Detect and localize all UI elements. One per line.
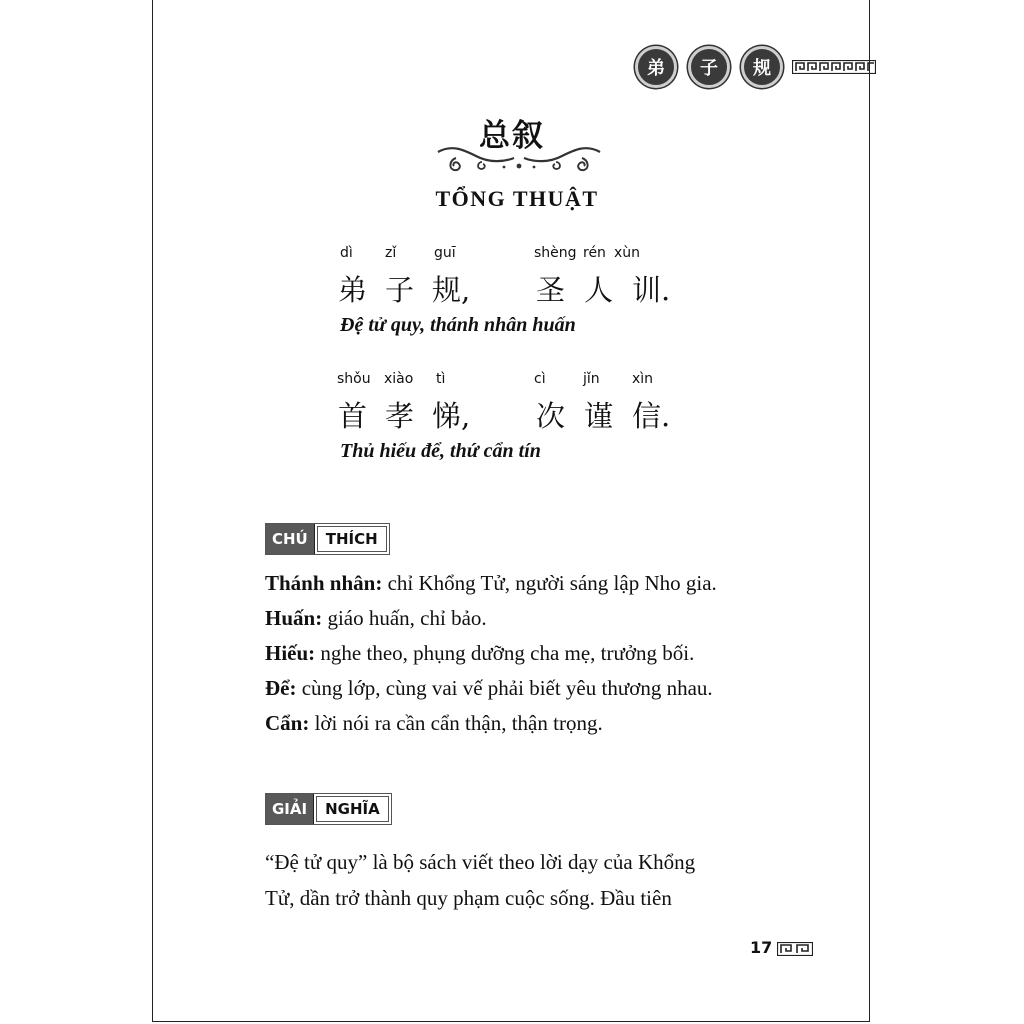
hanzi: 弟: [338, 273, 368, 307]
hanzi: 悌,: [432, 399, 471, 433]
hanzi: 圣: [536, 273, 566, 307]
medallion-3: 规: [741, 46, 783, 88]
hanzi: 人: [584, 273, 614, 307]
chapter-title-vietnamese: TỔNG THUẬT: [435, 186, 599, 211]
pinyin: rén: [583, 245, 606, 261]
hanzi: 信.: [632, 399, 671, 433]
hanzi: 次: [536, 399, 566, 433]
hanzi: 子: [385, 273, 415, 307]
pinyin: zǐ: [385, 245, 397, 261]
meaning-section-tag: [265, 793, 392, 825]
hanzi: 谨: [584, 399, 614, 433]
medallion-1: 弟: [635, 46, 677, 88]
note-item: [265, 711, 603, 736]
pinyin: shǒu: [337, 371, 371, 387]
note-term: Hiếu:: [265, 641, 316, 665]
note-term: Huấn:: [265, 606, 323, 630]
note-item: [265, 571, 717, 596]
scroll-cloud-ornament-icon: [434, 140, 604, 174]
note-term: Thánh nhân:: [265, 571, 383, 595]
verse-transliteration: Thủ hiếu để, thứ cẩn tín: [340, 440, 541, 462]
header-medallions: [635, 46, 876, 88]
paragraph-line: “Đệ tử quy” là bộ sách viết theo lời dạy của Khổng: [265, 850, 696, 874]
note-term: Để:: [265, 676, 297, 700]
paragraph-line: Tử, dần trở thành quy phạm cuộc sống. Đầu tiên: [265, 886, 672, 910]
note-text: giáo huấn, chỉ bảo.: [322, 606, 487, 630]
verse-transliteration: Đệ tử quy, thánh nhân huấn: [340, 314, 576, 336]
pinyin: tì: [436, 371, 446, 387]
pinyin: cì: [534, 371, 546, 387]
hanzi: 孝: [385, 399, 415, 433]
note-text: chỉ Khổng Tử, người sáng lập Nho gia.: [382, 571, 717, 595]
key-pattern-mini-icon: [777, 942, 813, 956]
tag-dark-label: CHÚ: [266, 524, 315, 554]
note-text: nghe theo, phụng dưỡng cha mẹ, trưởng bối.: [315, 641, 695, 665]
note-item: [265, 641, 694, 666]
pinyin: guī: [434, 245, 456, 261]
notes-section-tag: [265, 523, 390, 555]
hanzi: 训.: [632, 273, 671, 307]
tag-light-label: THÍCH: [317, 526, 387, 552]
pinyin: xìn: [632, 371, 654, 387]
tag-light-label: NGHĨA: [316, 796, 389, 822]
tag-dark-label: GIẢI: [266, 794, 314, 824]
key-pattern-border-icon: [792, 60, 876, 74]
pinyin: xùn: [614, 245, 641, 261]
note-item: [265, 676, 713, 701]
hanzi: 首: [338, 399, 368, 433]
pinyin: shèng: [534, 245, 577, 261]
chapter-title-chinese: 总叙: [479, 118, 545, 154]
note-text: lời nói ra cần cẩn thận, thận trọng.: [309, 711, 603, 735]
pinyin: dì: [340, 245, 353, 261]
note-item: [265, 606, 487, 631]
note-text: cùng lớp, cùng vai vế phải biết yêu thương nhau.: [296, 676, 713, 700]
medallion-2: 子: [688, 46, 730, 88]
pinyin: xiào: [384, 371, 414, 387]
page-number: 17: [750, 938, 773, 957]
pinyin: jǐn: [583, 371, 600, 387]
note-term: Cẩn:: [265, 711, 310, 735]
hanzi: 规,: [432, 273, 471, 307]
